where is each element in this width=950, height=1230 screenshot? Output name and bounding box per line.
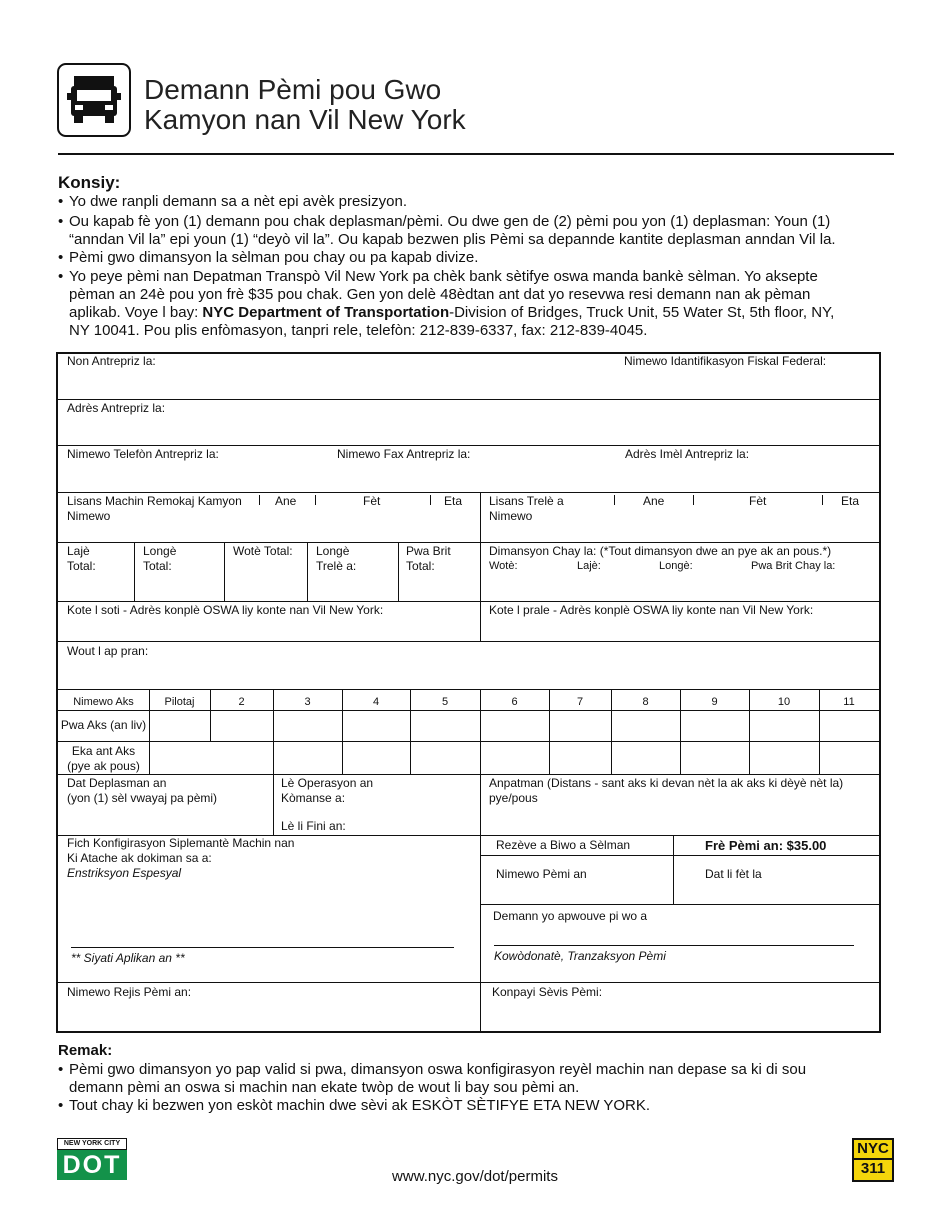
- truck-icon: [65, 71, 123, 129]
- axle-header-6: 6: [511, 696, 518, 708]
- page-title-line1: Demann Pèmi pou Gwo: [144, 74, 442, 105]
- destination-label: Kote l prale - Adrès konplè OSWA liy konte nan Vil New York:: [489, 603, 814, 617]
- trailer-length-label: Longè Trelè a:: [316, 544, 357, 573]
- trailer-plate-label: Lisans Trelè a Nimewo: [489, 494, 564, 523]
- axle-header-9: 9: [711, 696, 718, 708]
- axle-header-steer: Pilotaj: [164, 696, 195, 708]
- tractor-year-label: Ane: [275, 494, 297, 508]
- load-weight-label: Pwa Brit Chay la:: [751, 560, 836, 572]
- instruction-3: • Pèmi gwo dimansyon la sèlman pou chay ou pa kapab divize.: [58, 249, 479, 266]
- federal-tax-id-label: Nimewo Idantifikasyon Fiskal Federal:: [624, 354, 827, 368]
- axle-header-5: 5: [441, 696, 449, 708]
- load-width-label: Lajè:: [577, 560, 601, 572]
- company-address-label: Adrès Antrepriz la:: [67, 401, 166, 415]
- op-start-label: Lè Operasyon an Kòmanse a:: [281, 776, 374, 805]
- trailer-year-label: Ane: [643, 494, 665, 508]
- trailer-state-label: Eta: [841, 494, 860, 508]
- axle-header-number: Nimewo Aks: [73, 696, 134, 708]
- axle-header-3: 3: [304, 696, 311, 708]
- date-issued-label: Dat li fèt la: [705, 867, 762, 881]
- instruction-1: • Yo dwe ranpli demann sa a nèt epi avèk presizyon.: [58, 193, 407, 210]
- signature-label: ** Siyati Aplikan an **: [71, 951, 185, 965]
- remark-2: • Tout chay ki bezwen yon eskòt machin dwe sèvi ak ESKÒT SÈTIFYE ETA NEW YORK.: [58, 1097, 651, 1114]
- op-end-label: Lè li Fini an:: [281, 819, 346, 833]
- remark-1: • Pèmi gwo dimansyon yo pap valid si pwa, dimansyon oswa konfigirasyon reyèl machin nan depase sa ki di sou demann pèmi an oswa si machin nan ekate twòp de wout li bay sou pèmi an.: [58, 1061, 807, 1096]
- permit-service-label: Konpayi Sèvis Pèmi:: [492, 985, 603, 999]
- tractor-state-label: Eta: [444, 494, 463, 508]
- axle-header-11: 11: [843, 696, 855, 708]
- tractor-plate-label: Lisans Machin Remokaj Kamyon Nimewo: [67, 494, 242, 523]
- company-phone-label: Nimewo Telefòn Antrepriz la:: [67, 447, 219, 461]
- permits-url[interactable]: www.nyc.gov/dot/permits: [392, 1168, 558, 1185]
- overhang-label: Anpatman (Distans - sant aks ki devan nèt la ak aks ki dèyè nèt la) pye/pous: [489, 776, 844, 805]
- axle-header-2: 2: [238, 696, 245, 708]
- axle-weight-label: Pwa Aks (an liv): [60, 718, 147, 732]
- page-title-line2: Kamyon nan Vil New York: [144, 104, 466, 135]
- instruction-4: • Yo peye pèmi nan Depatman Transpò Vil New York pa chèk bank sètifye oswa manda bankè sèlman. Yo aksepte pèman an 24è pou yon frè $35 pou chak. Gen yon delè 48èdtan ant dat yo resevwa resi demann nan ak pèman aplikab. Voye l bay: NYC Department of Transportation-Division of Bridges, Truck Unit, 55 Water St, 5th floor, NY, NY 10041. Pou plis enfòmasyon, tanpri rele, telefòn: 212-839-6337, fax: 212-839-4045.: [58, 268, 835, 339]
- load-dimensions-label: Dimansyon Chay la: (*Tout dimansyon dwe an pye ak an pous.*): [489, 544, 832, 558]
- config-label: Fich Konfigirasyon Siplemantè Machin nan Ki Atache ak dokiman sa a: Enstriksyon Espesyal: [67, 836, 295, 880]
- load-length-label: Longè:: [659, 560, 693, 572]
- company-email-label: Adrès Imèl Antrepriz la:: [625, 447, 750, 461]
- permit-application-form: [56, 352, 881, 1033]
- company-name-label: Non Antrepriz la:: [67, 354, 156, 368]
- permit-registration-label: Nimewo Rejis Pèmi an:: [67, 985, 192, 999]
- permit-fee-label: Frè Pèmi an: $35.00: [705, 838, 827, 853]
- trailer-make-label: Fèt: [749, 494, 767, 508]
- axle-header-4: 4: [372, 696, 380, 708]
- move-date-label: Dat Deplasman an (yon (1) sèl vwayaj pa pèmi): [67, 776, 218, 805]
- header-divider: [58, 153, 894, 155]
- origin-label: Kote l soti - Adrès konplè OSWA liy konte nan Vil New York:: [67, 603, 384, 617]
- nyc-311-logo: NYC 311: [852, 1138, 894, 1182]
- load-height-label: Wotè:: [489, 560, 518, 572]
- company-fax-label: Nimewo Fax Antrepriz la:: [337, 447, 471, 461]
- route-label: Wout l ap pran:: [67, 644, 149, 658]
- axle-header-10: 10: [777, 696, 791, 708]
- axle-spacing-label: Eka ant Aks (pye ak pous): [67, 744, 140, 773]
- overall-height-label: Wotè Total:: [233, 544, 293, 558]
- overall-length-label: Longè Total:: [143, 544, 177, 573]
- truck-logo: [57, 63, 131, 137]
- nyc-dot-logo: NEW YORK CITY DOT: [57, 1138, 127, 1182]
- remarks-heading: Remak:: [58, 1042, 113, 1059]
- instructions-heading: Konsiy:: [58, 173, 121, 192]
- permit-number-label: Nimewo Pèmi an: [496, 867, 587, 881]
- instruction-2: • Ou kapab fè yon (1) demann pou chak deplasman/pèmi. Ou dwe gen de (2) pèmi pou yon (1) deplasman: Youn (1) “anndan Vil la” epi youn (1) “deyò vil la”. Ou kapab bezwen plis Pèmi sa depannde kantite deplasman anndan Vil la.: [58, 213, 836, 248]
- approved-label: Demann yo apwouve pi wo a: [493, 909, 648, 923]
- overall-width-label: Lajè Total:: [67, 544, 96, 573]
- gross-weight-label: Pwa Brit Total:: [406, 544, 451, 573]
- coordinator-label: Kowòdonatè, Tranzaksyon Pèmi: [494, 949, 666, 963]
- office-use-label: Rezève a Biwo a Sèlman: [496, 838, 631, 852]
- axle-header-8: 8: [642, 696, 649, 708]
- axle-header-7: 7: [576, 696, 584, 708]
- tractor-make-label: Fèt: [363, 494, 381, 508]
